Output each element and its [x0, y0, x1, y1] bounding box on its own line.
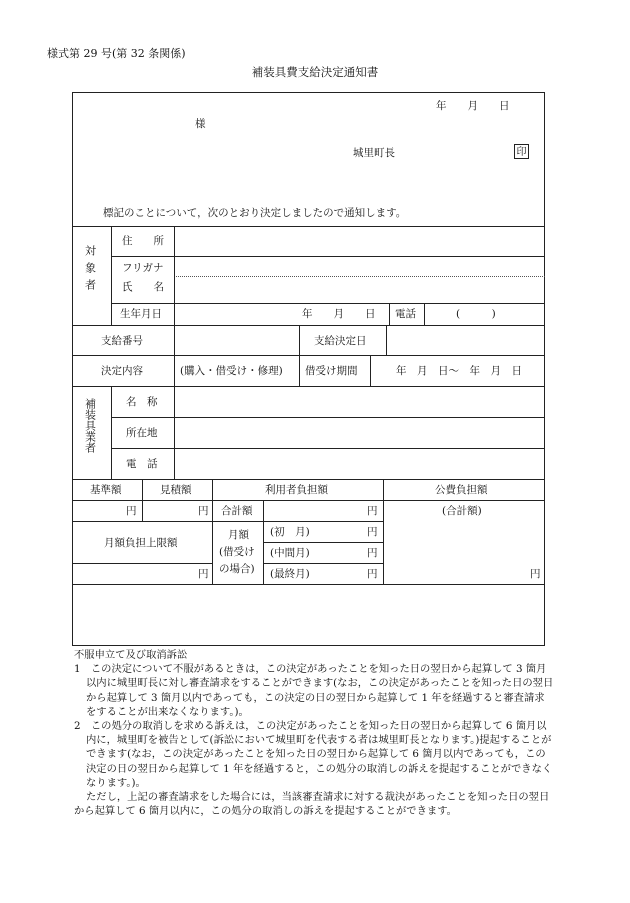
date-field: 年 月 日: [436, 100, 510, 112]
issuer-name: 城里町長: [353, 147, 395, 159]
first-month-yen: 円: [367, 526, 378, 538]
payment-number-label: 支給番号: [101, 335, 143, 347]
total-label: 合計額: [221, 505, 253, 517]
standard-amount-label: 基準額: [90, 484, 122, 496]
vendor-location-label: 所在地: [126, 427, 158, 439]
vendor-section-label: [80, 398, 100, 456]
standard-yen: 円: [126, 505, 137, 517]
public-burden-label: 公費負担額: [435, 484, 488, 496]
monthly-label-line3: の場合): [219, 563, 255, 575]
document-title: 補装具費支給決定通知書: [251, 65, 379, 79]
monthly-limit-yen: 円: [198, 568, 209, 580]
notes-item-3: ただし，上記の審査請求をした場合には，当該審査請求に対する裁決があったことを知った日の翌日から起算して 6 箇月以内に，この処分の取消しの訴えを提起することができます。: [74, 791, 550, 818]
birthdate-label: 生年月日: [120, 308, 162, 320]
phone-label: 電話: [395, 308, 416, 320]
name-label: 氏 名: [122, 281, 164, 293]
decision-content-label: 決定内容: [101, 365, 143, 377]
last-month-label: (最終月): [270, 568, 310, 580]
decision-options: (購入・借受け・修理): [180, 365, 283, 377]
seal-stamp: 印: [514, 144, 529, 159]
vendor-phone-label: 電 話: [126, 458, 158, 470]
estimate-amount-label: 見積額: [160, 484, 192, 496]
notes-item-1: 1 この決定について不服があるときは，この決定があったことを知った日の翌日から起算して 3 箇月以内に城里町長に対し審査請求をすることができます(なお，この決定があったことを知った日の翌日から起算して 3 箇月以内であっても，この決定の日の翌日から起算して 1 年を経過すると審査請求をすることが出来なくなります。)。: [74, 663, 554, 718]
middle-month-label: (中間月): [270, 547, 310, 559]
estimate-yen: 円: [198, 505, 209, 517]
notes-heading: 不服申立て及び取消訴訟: [74, 649, 188, 661]
monthly-label-line2: (借受け: [219, 546, 255, 558]
vendor-label-text: 補装具業者: [83, 398, 97, 453]
rental-period-label: 借受け期間: [305, 365, 358, 377]
monthly-label-line1: 月額: [228, 529, 249, 541]
decision-date-label: 支給決定日: [314, 335, 367, 347]
form-number: 様式第 29 号(第 32 条関係): [47, 47, 186, 60]
rental-period-value: 年 月 日〜 年 月 日: [396, 365, 522, 377]
appeal-notes: [74, 648, 554, 818]
address-label: 住 所: [122, 235, 164, 247]
birthdate-value: 年 月 日: [302, 308, 376, 320]
intro-text: 標記のことについて，次のとおり決定しましたので通知します。: [103, 207, 407, 219]
subject-section-label: [80, 245, 100, 299]
middle-month-yen: 円: [367, 547, 378, 559]
public-burden-yen: 円: [530, 568, 541, 580]
subject-label-text: 対象者: [83, 245, 97, 296]
user-burden-label: 利用者負担額: [265, 484, 328, 496]
public-total-label: (合計額): [442, 505, 482, 517]
vendor-name-label: 名 称: [126, 396, 158, 408]
recipient-suffix: 様: [195, 118, 206, 130]
total-yen: 円: [367, 505, 378, 517]
first-month-label: (初 月): [270, 526, 310, 538]
monthly-limit-label: 月額負担上限額: [104, 537, 178, 549]
furigana-label: フリガナ: [122, 262, 164, 274]
last-month-yen: 円: [367, 568, 378, 580]
phone-value: ( ): [456, 308, 496, 320]
notes-item-2: 2 この処分の取消しを求める訴えは，この決定があったことを知った日の翌日から起算して 6 箇月以内に，城里町を被告として(訴訟において城里町を代表する者は城里町長となります。)提起することができます(なお，この決定があったことを知った日の翌日から起算して 6 箇月以内であっても，この決定の日の翌日から起算して 1 年を経過すると，この処分の取消しの訴えを提起することができなくなります。)。: [74, 720, 553, 789]
